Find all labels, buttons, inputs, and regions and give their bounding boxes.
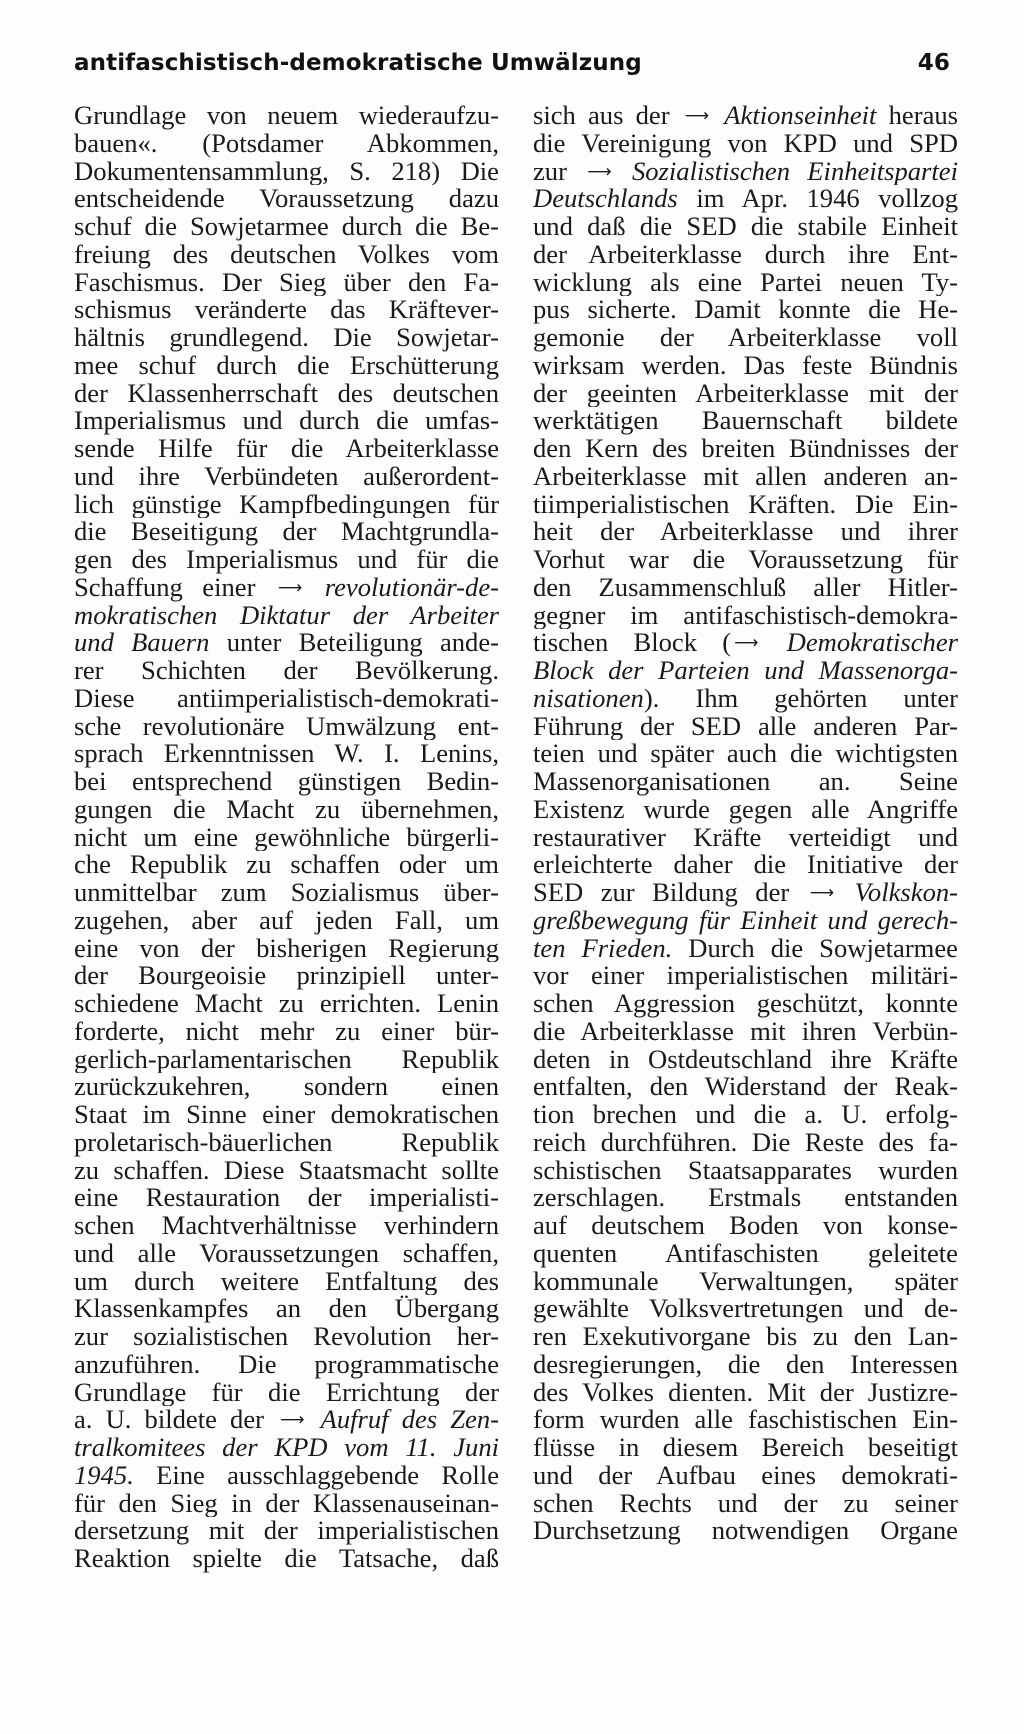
cross-reference-term: Deutschlands	[533, 185, 678, 213]
text-line: werktätigen Bauernschaft bildete	[533, 407, 958, 435]
text-line: zur ⟶ Sozialistischen Einheitspartei	[533, 157, 958, 186]
text-line: deten in Ostdeutschland ihre Kräfte	[533, 1045, 958, 1074]
text-line: a. U. bildete der ⟶ Aufruf des Zen-	[74, 1406, 499, 1434]
cross-reference-arrow-icon: ⟶	[734, 633, 759, 654]
cross-reference-term: und Bauern	[74, 629, 210, 657]
text-line: Reaktion spielte die Tatsache, daß	[74, 1545, 499, 1573]
text-line: der Arbeiterklasse durch ihre Ent-	[533, 240, 958, 269]
text-line: zurückzukehren, sondern einen	[74, 1073, 499, 1101]
cross-reference-term: Sozialistischen Einheitspartei	[631, 157, 958, 186]
right-column	[533, 102, 958, 1545]
text-line: hältnis grundlegend. Die Sowjetar-	[74, 324, 499, 352]
text-line	[533, 657, 958, 685]
text-line: Grundlage für die Errichtung der	[74, 1378, 499, 1407]
text-line: schuf die Sowjetarmee durch die Be-	[74, 213, 499, 241]
text-line: Staat im Sinne einer demokratischen	[74, 1101, 499, 1129]
cross-reference-term: Aufruf des Zen-	[320, 1406, 499, 1434]
text-line: Grundlage von neuem wiederaufzu-	[74, 102, 499, 130]
cross-reference-arrow-icon: ⟶	[587, 161, 612, 182]
text-line: Arbeiterklasse mit allen anderen an-	[533, 462, 958, 491]
text-line: zugehen, aber auf jeden Fall, um	[74, 906, 499, 935]
page-number: 46	[917, 50, 950, 76]
text-line: ten Frieden. Durch die Sowjetarmee	[533, 934, 958, 963]
text-line: flüsse in diesem Bereich beseitigt	[533, 1434, 958, 1462]
cross-reference-term: mokratischen Diktatur der Arbeiter	[74, 601, 499, 630]
text-line: der Bourgeoisie prinzipiell unter-	[74, 962, 499, 990]
text-line: der Klassenherrschaft des deutschen	[74, 379, 499, 408]
text-line: schismus veränderte das Kräftever-	[74, 296, 499, 324]
text-line: und der Aufbau eines demokrati-	[533, 1461, 958, 1490]
text-line: erleichterte daher die Initiative der	[533, 851, 958, 879]
text-line: schen Aggression geschützt, konnte	[533, 990, 958, 1018]
text-line: auf deutschem Boden von konse-	[533, 1212, 958, 1240]
text-line: die Arbeiterklasse mit ihren Verbün-	[533, 1017, 958, 1046]
text-line: sich aus der ⟶ Aktionseinheit heraus	[533, 102, 958, 130]
text-line: vor einer imperialistischen militäri-	[533, 962, 958, 990]
cross-reference-term: revolutionär-de-	[324, 573, 499, 602]
text-line: sche revolutionäre Umwälzung ent-	[74, 712, 499, 741]
text-line: form wurden alle faschistischen Ein-	[533, 1406, 958, 1434]
text-line: und ihre Verbündeten außerordent-	[74, 462, 499, 491]
text-line: Führung der SED alle anderen Par-	[533, 712, 958, 741]
text-line: proletarisch-bäuerlichen Republik	[74, 1128, 499, 1157]
text-line	[74, 602, 499, 630]
cross-reference-arrow-icon: ⟶	[277, 577, 303, 598]
cross-reference-arrow-icon: ⟶	[280, 1410, 305, 1431]
text-line: die Vereinigung von KPD und SPD	[533, 129, 958, 158]
text-line: gemonie der Arbeiterklasse voll	[533, 324, 958, 352]
text-line: nicht um eine gewöhnliche bürgerli-	[74, 823, 499, 852]
text-line	[74, 1434, 499, 1462]
text-line: Massenorganisationen an. Seine	[533, 768, 958, 796]
cross-reference-term: 1945.	[74, 1461, 134, 1490]
text-line: wicklung als eine Partei neuen Ty-	[533, 268, 958, 297]
text-line: eine Restauration der imperialisti-	[74, 1184, 499, 1212]
text-line: bauen«. (Potsdamer Abkommen,	[74, 129, 499, 158]
text-line: den Zusammenschluß aller Hitler-	[533, 573, 958, 602]
cross-reference-term: Block der Parteien und Massenorga-	[533, 657, 958, 685]
text-line: tischen Block ( ⟶ Demokratischer	[533, 629, 958, 657]
cross-reference-term: greßbewegung für Einheit und gerech-	[533, 906, 958, 935]
text-line: sende Hilfe für die Arbeiterklasse	[74, 435, 499, 463]
text-line: quenten Antifaschisten geleitete	[533, 1239, 958, 1268]
cross-reference-term: nisationen	[533, 684, 644, 713]
text-line: tiimperialistischen Kräften. Die Ein-	[533, 490, 958, 519]
text-line: desregierungen, die den Interessen	[533, 1350, 958, 1379]
text-line: kommunale Verwaltungen, später	[533, 1267, 958, 1296]
text-line: ren Exekutivorgane bis zu den Lan-	[533, 1323, 958, 1351]
text-line: tion brechen und die a. U. erfolg-	[533, 1101, 958, 1129]
text-line: Diese antiimperialistisch-demokrati-	[74, 684, 499, 713]
text-line: gewählte Volksvertretungen und de-	[533, 1295, 958, 1323]
text-line: Imperialismus und durch die umfas-	[74, 407, 499, 435]
running-header	[74, 50, 950, 90]
text-line: freiung des deutschen Volkes vom	[74, 240, 499, 269]
text-line: anzuführen. Die programmatische	[74, 1350, 499, 1379]
text-line: schen Rechts und der zu seiner	[533, 1489, 958, 1518]
text-line: Deutschlands im Apr. 1946 vollzog	[533, 185, 958, 213]
text-line: gegner im antifaschistisch-demokra-	[533, 601, 958, 630]
text-line: dersetzung mit der imperialistischen	[74, 1517, 499, 1545]
text-line: entscheidende Voraussetzung dazu	[74, 185, 499, 213]
text-line: Durchsetzung notwendigen Organe	[533, 1517, 958, 1545]
text-line: bei entsprechend günstigen Bedin-	[74, 768, 499, 796]
text-line: lich günstige Kampfbedingungen für	[74, 490, 499, 519]
cross-reference-term: tralkomitees der KPD vom 11. Juni	[74, 1434, 499, 1462]
text-line: eine von der bisherigen Regierung	[74, 934, 499, 963]
text-line: restaurativer Kräfte verteidigt und	[533, 823, 958, 852]
text-line: zu schaffen. Diese Staatsmacht sollte	[74, 1156, 499, 1185]
text-line: heit der Arbeiterklasse und ihrer	[533, 518, 958, 546]
text-line: mee schuf durch die Erschütterung	[74, 351, 499, 380]
cross-reference-term: Aktionseinheit	[724, 102, 877, 130]
text-line: wirksam werden. Das feste Bündnis	[533, 351, 958, 380]
cross-reference-arrow-icon: ⟶	[809, 883, 835, 903]
text-line: Dokumentensammlung, S. 218) Die	[74, 157, 499, 186]
text-line: pus sicherte. Damit konnte die He-	[533, 296, 958, 324]
cross-reference-term: ten Frieden.	[533, 934, 673, 963]
text-line: entfalten, den Widerstand der Reak-	[533, 1073, 958, 1101]
text-line: um durch weitere Entfaltung des	[74, 1267, 499, 1296]
text-line: unmittelbar zum Sozialismus über-	[74, 879, 499, 907]
text-line: gungen die Macht zu übernehmen,	[74, 795, 499, 824]
text-line: den Kern des breiten Bündnisses der	[533, 435, 958, 463]
text-line: SED zur Bildung der ⟶ Volkskon-	[533, 879, 958, 907]
text-line: schen Machtverhältnisse verhindern	[74, 1212, 499, 1240]
text-line: Vorhut war die Voraussetzung für	[533, 546, 958, 574]
text-line: nisationen). Ihm gehörten unter	[533, 684, 958, 713]
cross-reference-arrow-icon: ⟶	[684, 106, 710, 126]
cross-reference-term: Demokratischer	[786, 629, 958, 657]
text-line: forderte, nicht mehr zu einer bür-	[74, 1017, 499, 1046]
text-line: teien und später auch die wichtigsten	[533, 740, 958, 768]
cross-reference-term: Volkskon-	[854, 879, 958, 907]
text-line: Schaffung einer ⟶ revolutionär-de-	[74, 573, 499, 602]
text-line: 1945. Eine ausschlaggebende Rolle	[74, 1461, 499, 1490]
text-line: rer Schichten der Bevölkerung.	[74, 657, 499, 685]
text-line: Existenz wurde gegen alle Angriffe	[533, 795, 958, 824]
text-line: und alle Voraussetzungen schaffen,	[74, 1239, 499, 1268]
text-line: zerschlagen. Erstmals entstanden	[533, 1184, 958, 1212]
text-line: des Volkes dienten. Mit der Justizre-	[533, 1378, 958, 1407]
text-line: zur sozialistischen Revolution her-	[74, 1323, 499, 1351]
text-line: gen des Imperialismus und für die	[74, 546, 499, 574]
text-line: die Beseitigung der Machtgrundla-	[74, 518, 499, 546]
header-title: antifaschistisch-demokratische Umwälzung	[74, 50, 642, 76]
text-line: und daß die SED die stabile Einheit	[533, 213, 958, 241]
text-line: schiedene Macht zu errichten. Lenin	[74, 990, 499, 1018]
text-line	[533, 907, 958, 935]
text-line: reich durchführen. Die Reste des fa-	[533, 1128, 958, 1157]
text-line: gerlich-parlamentarischen Republik	[74, 1045, 499, 1074]
text-line: Klassenkampfes an den Übergang	[74, 1295, 499, 1323]
text-line: und Bauern unter Beteiligung ande-	[74, 629, 499, 657]
left-column	[74, 102, 499, 1573]
text-line: Faschismus. Der Sieg über den Fa-	[74, 268, 499, 297]
text-line: che Republik zu schaffen oder um	[74, 851, 499, 879]
text-line: für den Sieg in der Klassenauseinan-	[74, 1489, 499, 1518]
text-line: der geeinten Arbeiterklasse mit der	[533, 379, 958, 408]
text-line: sprach Erkenntnissen W. I. Lenins,	[74, 740, 499, 768]
text-line: schistischen Staatsapparates wurden	[533, 1156, 958, 1185]
